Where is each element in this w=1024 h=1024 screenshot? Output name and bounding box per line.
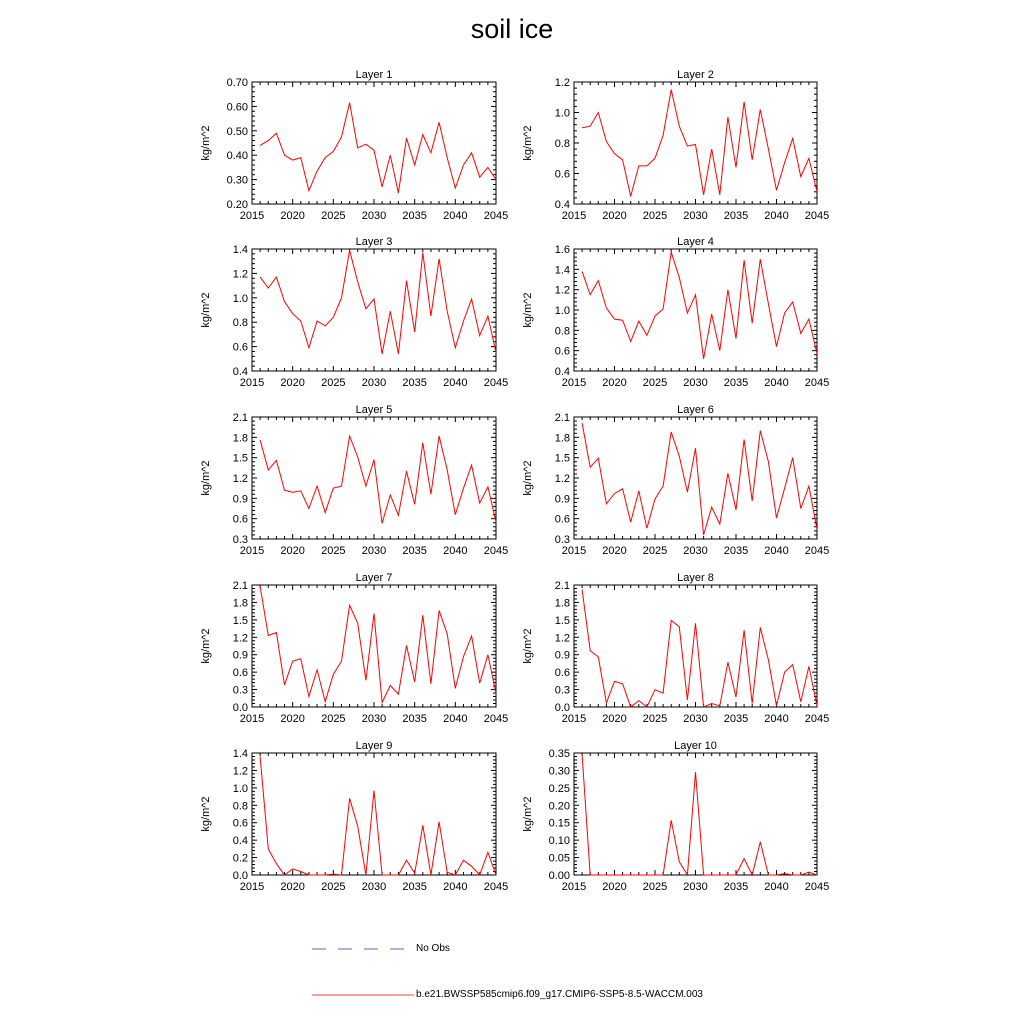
y-tick-label: 1.2 bbox=[554, 77, 570, 89]
y-tick-label: 1.0 bbox=[554, 305, 570, 317]
y-axis-label: kg/m^2 bbox=[200, 628, 212, 664]
y-tick-label: 0.70 bbox=[226, 77, 248, 89]
y-axis-label: kg/m^2 bbox=[522, 125, 534, 161]
x-tick-label: 2030 bbox=[683, 713, 708, 725]
panel-layer-7 bbox=[200, 572, 508, 725]
panel-title: Layer 6 bbox=[677, 404, 714, 416]
x-tick-label: 2015 bbox=[239, 210, 265, 222]
x-tick-label: 2040 bbox=[764, 377, 789, 389]
x-tick-label: 2020 bbox=[602, 713, 627, 725]
series-line bbox=[582, 90, 817, 197]
y-tick-label: 0.6 bbox=[554, 513, 570, 526]
x-tick-label: 2020 bbox=[602, 377, 627, 389]
x-tick-label: 2020 bbox=[280, 881, 305, 893]
y-tick-label: 0.8 bbox=[554, 325, 570, 338]
x-tick-label: 2015 bbox=[239, 377, 265, 389]
x-tick-label: 2040 bbox=[443, 881, 468, 893]
y-tick-label: 0.20 bbox=[548, 800, 570, 813]
y-axis-label: kg/m^2 bbox=[522, 460, 534, 496]
y-tick-label: 0.10 bbox=[548, 835, 570, 848]
x-tick-label: 2020 bbox=[602, 545, 627, 557]
plot-frame bbox=[574, 249, 817, 371]
plot-frame bbox=[574, 82, 817, 204]
y-tick-label: 2.1 bbox=[232, 412, 248, 424]
page-title: soil ice bbox=[470, 14, 554, 44]
y-tick-label: 1.4 bbox=[232, 244, 248, 256]
panel-layer-9 bbox=[200, 740, 508, 893]
x-tick-label: 2015 bbox=[239, 713, 265, 725]
x-tick-label: 2035 bbox=[723, 545, 749, 557]
x-tick-label: 2040 bbox=[443, 210, 468, 222]
legend-model-swatch bbox=[310, 988, 415, 1002]
y-tick-label: 1.6 bbox=[554, 244, 570, 256]
y-tick-label: 1.5 bbox=[232, 452, 248, 465]
series-line bbox=[582, 755, 817, 875]
y-tick-label: 0.50 bbox=[226, 125, 248, 138]
y-tick-label: 0.9 bbox=[232, 649, 248, 662]
plot-frame bbox=[252, 585, 496, 707]
y-tick-label: 0.00 bbox=[548, 870, 570, 882]
plot-frame bbox=[252, 249, 496, 371]
y-tick-label: 0.6 bbox=[232, 513, 248, 526]
y-tick-label: 0.8 bbox=[232, 317, 248, 330]
panel-layer-10 bbox=[522, 740, 829, 893]
y-axis-label: kg/m^2 bbox=[522, 796, 534, 832]
y-tick-label: 1.8 bbox=[232, 432, 248, 445]
x-tick-label: 2035 bbox=[402, 881, 427, 893]
series-line bbox=[260, 436, 496, 523]
panel-layer-3 bbox=[200, 236, 508, 389]
panel-title: Layer 8 bbox=[677, 572, 714, 584]
y-tick-label: 0.6 bbox=[232, 667, 248, 680]
y-tick-label: 0.6 bbox=[232, 817, 248, 830]
y-axis-label: kg/m^2 bbox=[522, 628, 534, 664]
x-tick-label: 2015 bbox=[239, 881, 265, 893]
x-tick-label: 2035 bbox=[723, 210, 749, 222]
y-tick-label: 0.30 bbox=[226, 174, 248, 187]
y-tick-label: 0.9 bbox=[232, 493, 248, 506]
x-tick-label: 2020 bbox=[280, 377, 305, 389]
y-tick-label: 0.0 bbox=[554, 702, 570, 714]
x-tick-label: 2035 bbox=[402, 377, 427, 389]
x-tick-label: 2025 bbox=[642, 377, 668, 389]
x-tick-label: 2015 bbox=[561, 713, 587, 725]
y-tick-label: 0.0 bbox=[232, 702, 248, 714]
x-tick-label: 2045 bbox=[804, 713, 830, 725]
panel-title: Layer 9 bbox=[355, 740, 393, 752]
y-tick-label: 0.6 bbox=[232, 341, 248, 354]
plot-frame bbox=[252, 82, 496, 204]
x-tick-label: 2025 bbox=[321, 210, 346, 222]
panel-layer-4 bbox=[522, 236, 829, 389]
y-tick-label: 0.05 bbox=[548, 852, 570, 865]
y-tick-label: 0.6 bbox=[554, 168, 570, 181]
x-tick-label: 2025 bbox=[642, 210, 668, 222]
y-tick-label: 0.35 bbox=[548, 748, 570, 760]
y-tick-label: 0.40 bbox=[226, 150, 248, 163]
x-tick-label: 2025 bbox=[321, 545, 346, 557]
x-tick-label: 2045 bbox=[804, 881, 830, 893]
plot-frame bbox=[252, 417, 496, 539]
y-tick-label: 0.25 bbox=[548, 782, 570, 795]
panel-layer-8 bbox=[522, 572, 829, 725]
plot-frame bbox=[574, 753, 817, 875]
x-tick-label: 2030 bbox=[361, 210, 387, 222]
y-tick-label: 1.5 bbox=[554, 614, 570, 627]
y-tick-label: 1.0 bbox=[232, 782, 248, 795]
x-tick-label: 2030 bbox=[683, 210, 708, 222]
y-tick-label: 1.5 bbox=[232, 614, 248, 627]
x-tick-label: 2030 bbox=[361, 377, 387, 389]
panel-title: Layer 5 bbox=[355, 404, 393, 416]
plot-frame bbox=[252, 753, 496, 875]
y-tick-label: 1.4 bbox=[232, 748, 248, 760]
y-tick-label: 0.3 bbox=[554, 684, 570, 697]
x-tick-label: 2030 bbox=[361, 545, 387, 557]
series-line bbox=[260, 103, 496, 193]
x-tick-label: 2040 bbox=[764, 713, 789, 725]
legend-obs-swatch bbox=[310, 942, 415, 956]
y-tick-label: 1.8 bbox=[554, 432, 570, 445]
x-tick-label: 2015 bbox=[561, 377, 587, 389]
y-axis-label: kg/m^2 bbox=[522, 292, 534, 328]
x-tick-label: 2030 bbox=[683, 545, 708, 557]
y-tick-label: 0.3 bbox=[232, 684, 248, 697]
x-tick-label: 2040 bbox=[443, 377, 468, 389]
y-tick-label: 0.3 bbox=[554, 534, 570, 546]
x-tick-label: 2015 bbox=[561, 210, 587, 222]
y-tick-label: 0.2 bbox=[232, 852, 248, 865]
y-tick-label: 0.8 bbox=[554, 138, 570, 150]
series-line bbox=[582, 252, 817, 359]
x-tick-label: 2030 bbox=[683, 377, 708, 389]
y-axis-label: kg/m^2 bbox=[200, 796, 212, 832]
y-axis-label: kg/m^2 bbox=[200, 460, 212, 496]
y-tick-label: 1.2 bbox=[554, 632, 570, 645]
x-tick-label: 2030 bbox=[361, 881, 387, 893]
x-tick-label: 2045 bbox=[483, 545, 509, 557]
legend-obs-label: No Obs bbox=[416, 943, 450, 954]
y-tick-label: 0.4 bbox=[554, 366, 570, 378]
x-tick-label: 2015 bbox=[561, 881, 587, 893]
panel-title: Layer 2 bbox=[677, 69, 714, 81]
y-tick-label: 1.5 bbox=[554, 452, 570, 465]
y-tick-label: 1.2 bbox=[232, 765, 248, 778]
x-tick-label: 2020 bbox=[280, 713, 305, 725]
x-tick-label: 2045 bbox=[804, 210, 830, 222]
panel-title: Layer 7 bbox=[355, 572, 393, 584]
y-tick-label: 0.4 bbox=[232, 835, 248, 848]
series-line bbox=[260, 250, 496, 354]
y-tick-label: 0.20 bbox=[226, 199, 248, 211]
y-tick-label: 2.1 bbox=[232, 580, 248, 592]
x-tick-label: 2040 bbox=[443, 713, 468, 725]
x-tick-label: 2035 bbox=[723, 881, 749, 893]
y-tick-label: 1.0 bbox=[554, 107, 570, 120]
x-tick-label: 2020 bbox=[602, 881, 627, 893]
y-tick-label: 0.9 bbox=[554, 649, 570, 662]
panel-layer-1 bbox=[200, 69, 508, 222]
panel-title: Layer 3 bbox=[355, 236, 393, 248]
y-tick-label: 0.4 bbox=[554, 199, 570, 211]
y-axis-label: kg/m^2 bbox=[200, 125, 212, 161]
panel-layer-2 bbox=[522, 69, 829, 222]
y-tick-label: 1.2 bbox=[232, 632, 248, 645]
x-tick-label: 2040 bbox=[764, 881, 789, 893]
y-tick-label: 0.3 bbox=[232, 534, 248, 546]
x-tick-label: 2040 bbox=[764, 545, 789, 557]
y-tick-label: 1.2 bbox=[554, 473, 570, 485]
y-axis-label: kg/m^2 bbox=[200, 292, 212, 328]
x-tick-label: 2020 bbox=[602, 210, 627, 222]
x-tick-label: 2020 bbox=[280, 545, 305, 557]
x-tick-label: 2025 bbox=[642, 545, 668, 557]
series-line bbox=[582, 423, 817, 535]
x-tick-label: 2025 bbox=[642, 713, 668, 725]
y-tick-label: 2.1 bbox=[554, 580, 570, 592]
x-tick-label: 2025 bbox=[321, 713, 346, 725]
x-tick-label: 2025 bbox=[642, 881, 668, 893]
y-tick-label: 0.9 bbox=[554, 493, 570, 506]
x-tick-label: 2045 bbox=[483, 377, 509, 389]
y-tick-label: 0.30 bbox=[548, 765, 570, 778]
series-line bbox=[582, 590, 817, 707]
x-tick-label: 2040 bbox=[443, 545, 468, 557]
panel-title: Layer 4 bbox=[677, 236, 714, 248]
x-tick-label: 2045 bbox=[804, 545, 830, 557]
y-tick-label: 1.0 bbox=[232, 292, 248, 305]
x-tick-label: 2025 bbox=[321, 881, 346, 893]
x-tick-label: 2045 bbox=[483, 713, 509, 725]
x-tick-label: 2020 bbox=[280, 210, 305, 222]
y-tick-label: 0.15 bbox=[548, 817, 570, 830]
legend-model-label: b.e21.BWSSP585cmip6.f09_g17.CMIP6-SSP5-8.5-WACCM.003 bbox=[416, 989, 703, 1000]
series-line bbox=[260, 757, 496, 876]
x-tick-label: 2040 bbox=[764, 210, 789, 222]
y-tick-label: 2.1 bbox=[554, 412, 570, 424]
y-tick-label: 1.4 bbox=[554, 264, 570, 277]
x-tick-label: 2045 bbox=[804, 377, 830, 389]
x-tick-label: 2025 bbox=[321, 377, 346, 389]
x-tick-label: 2035 bbox=[723, 377, 749, 389]
x-tick-label: 2035 bbox=[402, 545, 427, 557]
y-tick-label: 1.2 bbox=[232, 473, 248, 485]
y-tick-label: 1.2 bbox=[554, 284, 570, 297]
y-tick-label: 0.8 bbox=[232, 800, 248, 813]
y-tick-label: 1.2 bbox=[232, 268, 248, 281]
y-tick-label: 0.0 bbox=[232, 870, 248, 882]
y-tick-label: 0.6 bbox=[554, 345, 570, 358]
panel-layer-6 bbox=[522, 404, 829, 557]
y-tick-label: 0.60 bbox=[226, 101, 248, 114]
series-line bbox=[260, 586, 496, 702]
panel-title: Layer 1 bbox=[355, 69, 393, 81]
x-tick-label: 2035 bbox=[402, 210, 427, 222]
plot-frame bbox=[574, 417, 817, 539]
x-tick-label: 2030 bbox=[361, 713, 387, 725]
panel-layer-5 bbox=[200, 404, 508, 557]
y-tick-label: 1.8 bbox=[232, 597, 248, 610]
x-tick-label: 2045 bbox=[483, 210, 509, 222]
y-tick-label: 0.6 bbox=[554, 667, 570, 680]
y-tick-label: 0.4 bbox=[232, 366, 248, 378]
x-tick-label: 2035 bbox=[723, 713, 749, 725]
x-tick-label: 2035 bbox=[402, 713, 427, 725]
x-tick-label: 2015 bbox=[561, 545, 587, 557]
x-tick-label: 2030 bbox=[683, 881, 708, 893]
panel-title: Layer 10 bbox=[674, 740, 717, 752]
x-tick-label: 2045 bbox=[483, 881, 509, 893]
y-tick-label: 1.8 bbox=[554, 597, 570, 610]
x-tick-label: 2015 bbox=[239, 545, 265, 557]
